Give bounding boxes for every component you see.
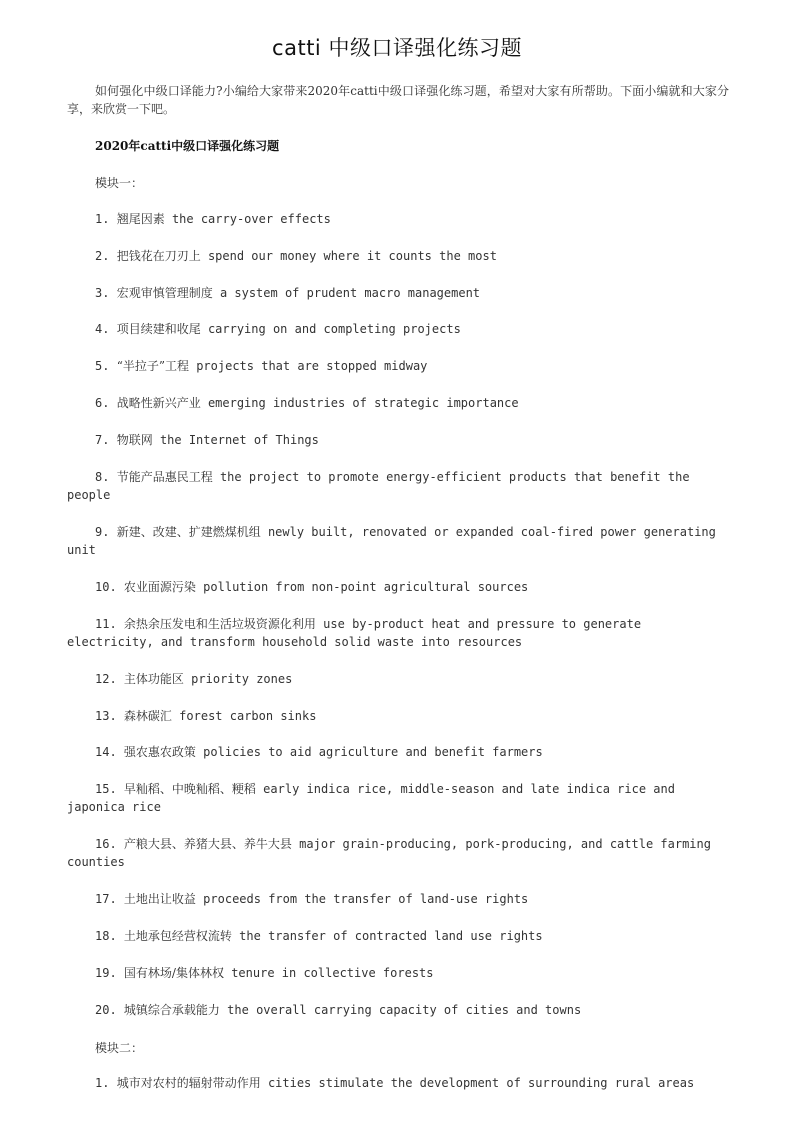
term-number: 1. <box>95 1076 110 1090</box>
term-item-16 <box>67 835 729 871</box>
term-english: policies to aid agriculture and benefit farmers <box>203 745 543 759</box>
module-one-label: 模块一： <box>95 176 144 190</box>
term-english: newly built, renovated or expanded coal-fired power generating unit <box>67 525 716 557</box>
term-chinese: 主体功能区 <box>123 672 184 686</box>
term-item-2 <box>67 247 729 265</box>
term-english: use by-product heat and pressure to generate electricity, and transform household solid waste into resources <box>67 617 642 649</box>
term-chinese: 节能产品惠民工程 <box>116 470 213 484</box>
term-english: carrying on and completing projects <box>207 322 461 336</box>
term-chinese: 把钱花在刀刃上 <box>116 249 201 263</box>
term-number: 13. <box>95 709 117 723</box>
term-english: cities stimulate the development of surrounding rural areas <box>267 1076 695 1090</box>
term-chinese: 产粮大县、养猪大县、养牛大县 <box>123 837 292 851</box>
term-item-7 <box>67 431 729 449</box>
term-english: the project to promote energy-efficient products that benefit the people <box>67 470 690 502</box>
term-english: proceeds from the transfer of land-use rights <box>203 892 529 906</box>
term-english: tenure in collective forests <box>231 966 434 980</box>
term-number: 20. <box>95 1003 117 1017</box>
term-chinese: 森林碳汇 <box>123 709 172 723</box>
term-english: emerging industries of strategic importance <box>207 396 519 410</box>
term-number: 19. <box>95 966 117 980</box>
term-chinese: 新建、改建、扩建燃煤机组 <box>116 525 261 539</box>
term-number: 10. <box>95 580 117 594</box>
term-english: priority zones <box>191 672 293 686</box>
term-english: pollution from non-point agricultural sources <box>203 580 529 594</box>
term-item-6 <box>67 394 729 412</box>
term-item-18 <box>67 927 729 945</box>
term-english: projects that are stopped midway <box>196 359 428 373</box>
term-chinese: 农业面源污染 <box>123 580 196 594</box>
term-chinese: 战略性新兴产业 <box>116 396 201 410</box>
term-number: 4. <box>95 322 110 336</box>
document-title: catti 中级口译强化练习题 <box>272 36 522 60</box>
term-item-8 <box>67 468 729 504</box>
term-english: the overall carrying capacity of cities and towns <box>227 1003 582 1017</box>
term-item-9 <box>67 523 729 559</box>
term-number: 6. <box>95 396 110 410</box>
term-chinese: 城镇综合承载能力 <box>123 1003 220 1017</box>
term-chinese: 余热余压发电和生活垃圾资源化利用 <box>123 617 316 631</box>
term-item-17 <box>67 890 729 908</box>
term-item-1 <box>67 210 729 228</box>
term-item-13 <box>67 707 729 725</box>
term-item-20 <box>67 1001 729 1019</box>
term-item-19 <box>67 964 729 982</box>
term-number: 9. <box>95 525 110 539</box>
term-number: 2. <box>95 249 110 263</box>
term-chinese: 宏观审慎管理制度 <box>116 286 213 300</box>
term-item-14 <box>67 743 729 761</box>
term-chinese: 土地出让收益 <box>123 892 196 906</box>
term-number: 14. <box>95 745 117 759</box>
term-number: 15. <box>95 782 117 796</box>
term-number: 7. <box>95 433 110 447</box>
term-number: 16. <box>95 837 117 851</box>
term-english: the Internet of Things <box>159 433 319 447</box>
term-number: 12. <box>95 672 117 686</box>
term-item-10 <box>67 578 729 596</box>
term-item-3 <box>67 284 729 302</box>
module-two-term-item-1 <box>67 1074 729 1092</box>
term-chinese: 早籼稻、中晚籼稻、粳稻 <box>123 782 256 796</box>
term-item-12 <box>67 670 729 688</box>
term-number: 17. <box>95 892 117 906</box>
term-chinese: 土地承包经营权流转 <box>123 929 232 943</box>
term-chinese: “半拉子”工程 <box>116 359 189 373</box>
term-number: 5. <box>95 359 110 373</box>
term-chinese: 物联网 <box>116 433 153 447</box>
term-english: forest carbon sinks <box>179 709 317 723</box>
term-number: 1. <box>95 212 110 226</box>
term-english: major grain-producing, pork-producing, and cattle farming counties <box>67 837 711 869</box>
term-item-11 <box>67 615 729 651</box>
term-english: the transfer of contracted land use rights <box>239 929 543 943</box>
module-two-label: 模块二： <box>95 1041 144 1055</box>
section-subheading: 2020年catti中级口译强化练习题 <box>95 139 280 153</box>
term-english: the carry-over effects <box>171 212 331 226</box>
term-english: early indica rice, middle-season and late indica rice and japonica rice <box>67 782 675 814</box>
term-number: 11. <box>95 617 117 631</box>
term-english: spend our money where it counts the most <box>207 249 497 263</box>
term-number: 8. <box>95 470 110 484</box>
term-item-5 <box>67 357 729 375</box>
term-chinese: 城市对农村的辐射带动作用 <box>116 1076 261 1090</box>
term-number: 18. <box>95 929 117 943</box>
term-number: 3. <box>95 286 110 300</box>
term-english: a system of prudent macro management <box>219 286 481 300</box>
intro-paragraph: 如何强化中级口译能力?小编给大家带来2020年catti中级口译强化练习题，希望对大家有所帮助。下面小编就和大家分享，来欣赏一下吧。 <box>67 84 729 116</box>
term-chinese: 国有林场/集体林权 <box>123 966 224 980</box>
term-chinese: 项目续建和收尾 <box>116 322 201 336</box>
term-chinese: 强农惠农政策 <box>123 745 196 759</box>
term-item-15 <box>67 780 729 816</box>
term-chinese: 翘尾因素 <box>116 212 165 226</box>
term-item-4 <box>67 320 729 338</box>
